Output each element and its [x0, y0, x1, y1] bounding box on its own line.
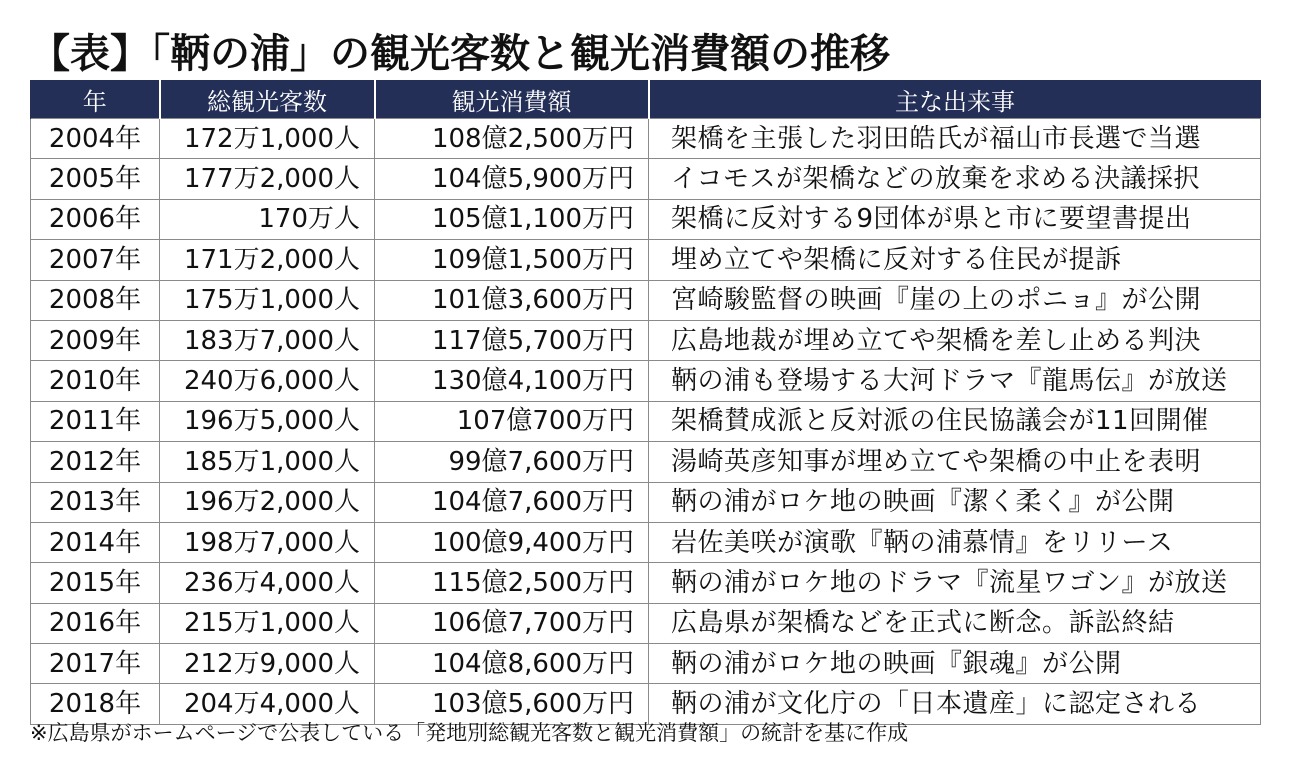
cell-event: 埋め立てや架橋に反対する住民が提訴	[649, 240, 1261, 280]
cell-event: イコモスが架橋などの放棄を求める決議採択	[649, 159, 1261, 199]
table-header-row	[31, 80, 1261, 119]
cell-spending: 107億700万円	[375, 401, 649, 441]
cell-event: 岩佐美咲が演歌『鞆の浦慕情』をリリース	[649, 522, 1261, 562]
cell-year: 2005年	[31, 159, 160, 199]
cell-year: 2010年	[31, 361, 160, 401]
cell-event: 広島地裁が埋め立てや架橋を差し止める判決	[649, 320, 1261, 360]
cell-spending: 100億9,400万円	[375, 522, 649, 562]
cell-year: 2009年	[31, 320, 160, 360]
table-row	[31, 119, 1261, 159]
cell-year: 2012年	[31, 442, 160, 482]
header-visitors: 総観光客数	[160, 80, 375, 119]
cell-year: 2007年	[31, 240, 160, 280]
cell-year: 2014年	[31, 522, 160, 562]
cell-event: 宮崎駿監督の映画『崖の上のポニョ』が公開	[649, 280, 1261, 320]
cell-spending: 101億3,600万円	[375, 280, 649, 320]
cell-visitors: 175万1,000人	[160, 280, 375, 320]
table-row	[31, 482, 1261, 522]
cell-visitors: 196万5,000人	[160, 401, 375, 441]
cell-spending: 117億5,700万円	[375, 320, 649, 360]
cell-event: 湯崎英彦知事が埋め立てや架橋の中止を表明	[649, 442, 1261, 482]
cell-spending: 115億2,500万円	[375, 563, 649, 603]
table-row	[31, 644, 1261, 684]
cell-spending: 106億7,700万円	[375, 603, 649, 643]
cell-event: 架橋賛成派と反対派の住民協議会が11回開催	[649, 401, 1261, 441]
cell-event: 鞆の浦がロケ地のドラマ『流星ワゴン』が放送	[649, 563, 1261, 603]
header-year: 年	[31, 80, 160, 119]
cell-year: 2015年	[31, 563, 160, 603]
cell-visitors: 171万2,000人	[160, 240, 375, 280]
cell-event: 鞆の浦も登場する大河ドラマ『龍馬伝』が放送	[649, 361, 1261, 401]
cell-spending: 108億2,500万円	[375, 119, 649, 159]
cell-year: 2004年	[31, 119, 160, 159]
table-row	[31, 603, 1261, 643]
header-events: 主な出来事	[649, 80, 1261, 119]
cell-spending: 109億1,500万円	[375, 240, 649, 280]
cell-event: 鞆の浦がロケ地の映画『潔く柔く』が公開	[649, 482, 1261, 522]
cell-spending: 130億4,100万円	[375, 361, 649, 401]
cell-visitors: 215万1,000人	[160, 603, 375, 643]
cell-event: 鞆の浦がロケ地の映画『銀魂』が公開	[649, 644, 1261, 684]
cell-spending: 104億7,600万円	[375, 482, 649, 522]
cell-spending: 104億5,900万円	[375, 159, 649, 199]
cell-spending: 103億5,600万円	[375, 684, 649, 724]
cell-visitors: 183万7,000人	[160, 320, 375, 360]
table-row	[31, 563, 1261, 603]
cell-visitors: 170万人	[160, 199, 375, 239]
table-row	[31, 361, 1261, 401]
data-table	[30, 80, 1261, 725]
cell-spending: 104億8,600万円	[375, 644, 649, 684]
cell-visitors: 236万4,000人	[160, 563, 375, 603]
table-row	[31, 401, 1261, 441]
table-row	[31, 522, 1261, 562]
cell-event: 鞆の浦が文化庁の「日本遺産」に認定される	[649, 684, 1261, 724]
table-row	[31, 240, 1261, 280]
cell-year: 2013年	[31, 482, 160, 522]
cell-visitors: 204万4,000人	[160, 684, 375, 724]
table-row	[31, 199, 1261, 239]
table-row	[31, 442, 1261, 482]
cell-year: 2006年	[31, 199, 160, 239]
page-title: 【表】「鞆の浦」の観光客数と観光消費額の推移	[30, 31, 890, 77]
table-body	[31, 119, 1261, 725]
footnote: ※広島県がホームページで公表している「発地別総観光客数と観光消費額」の統計を基に作成	[30, 721, 909, 745]
cell-year: 2016年	[31, 603, 160, 643]
cell-visitors: 177万2,000人	[160, 159, 375, 199]
cell-event: 架橋に反対する9団体が県と市に要望書提出	[649, 199, 1261, 239]
cell-event: 架橋を主張した羽田皓氏が福山市長選で当選	[649, 119, 1261, 159]
cell-visitors: 185万1,000人	[160, 442, 375, 482]
cell-visitors: 196万2,000人	[160, 482, 375, 522]
cell-visitors: 198万7,000人	[160, 522, 375, 562]
cell-visitors: 240万6,000人	[160, 361, 375, 401]
cell-spending: 99億7,600万円	[375, 442, 649, 482]
header-spending: 観光消費額	[375, 80, 649, 119]
table-row	[31, 280, 1261, 320]
cell-visitors: 172万1,000人	[160, 119, 375, 159]
cell-year: 2008年	[31, 280, 160, 320]
table-row	[31, 320, 1261, 360]
table-row	[31, 159, 1261, 199]
cell-year: 2017年	[31, 644, 160, 684]
cell-year: 2011年	[31, 401, 160, 441]
cell-year: 2018年	[31, 684, 160, 724]
cell-spending: 105億1,100万円	[375, 199, 649, 239]
cell-visitors: 212万9,000人	[160, 644, 375, 684]
cell-event: 広島県が架橋などを正式に断念。訴訟終結	[649, 603, 1261, 643]
